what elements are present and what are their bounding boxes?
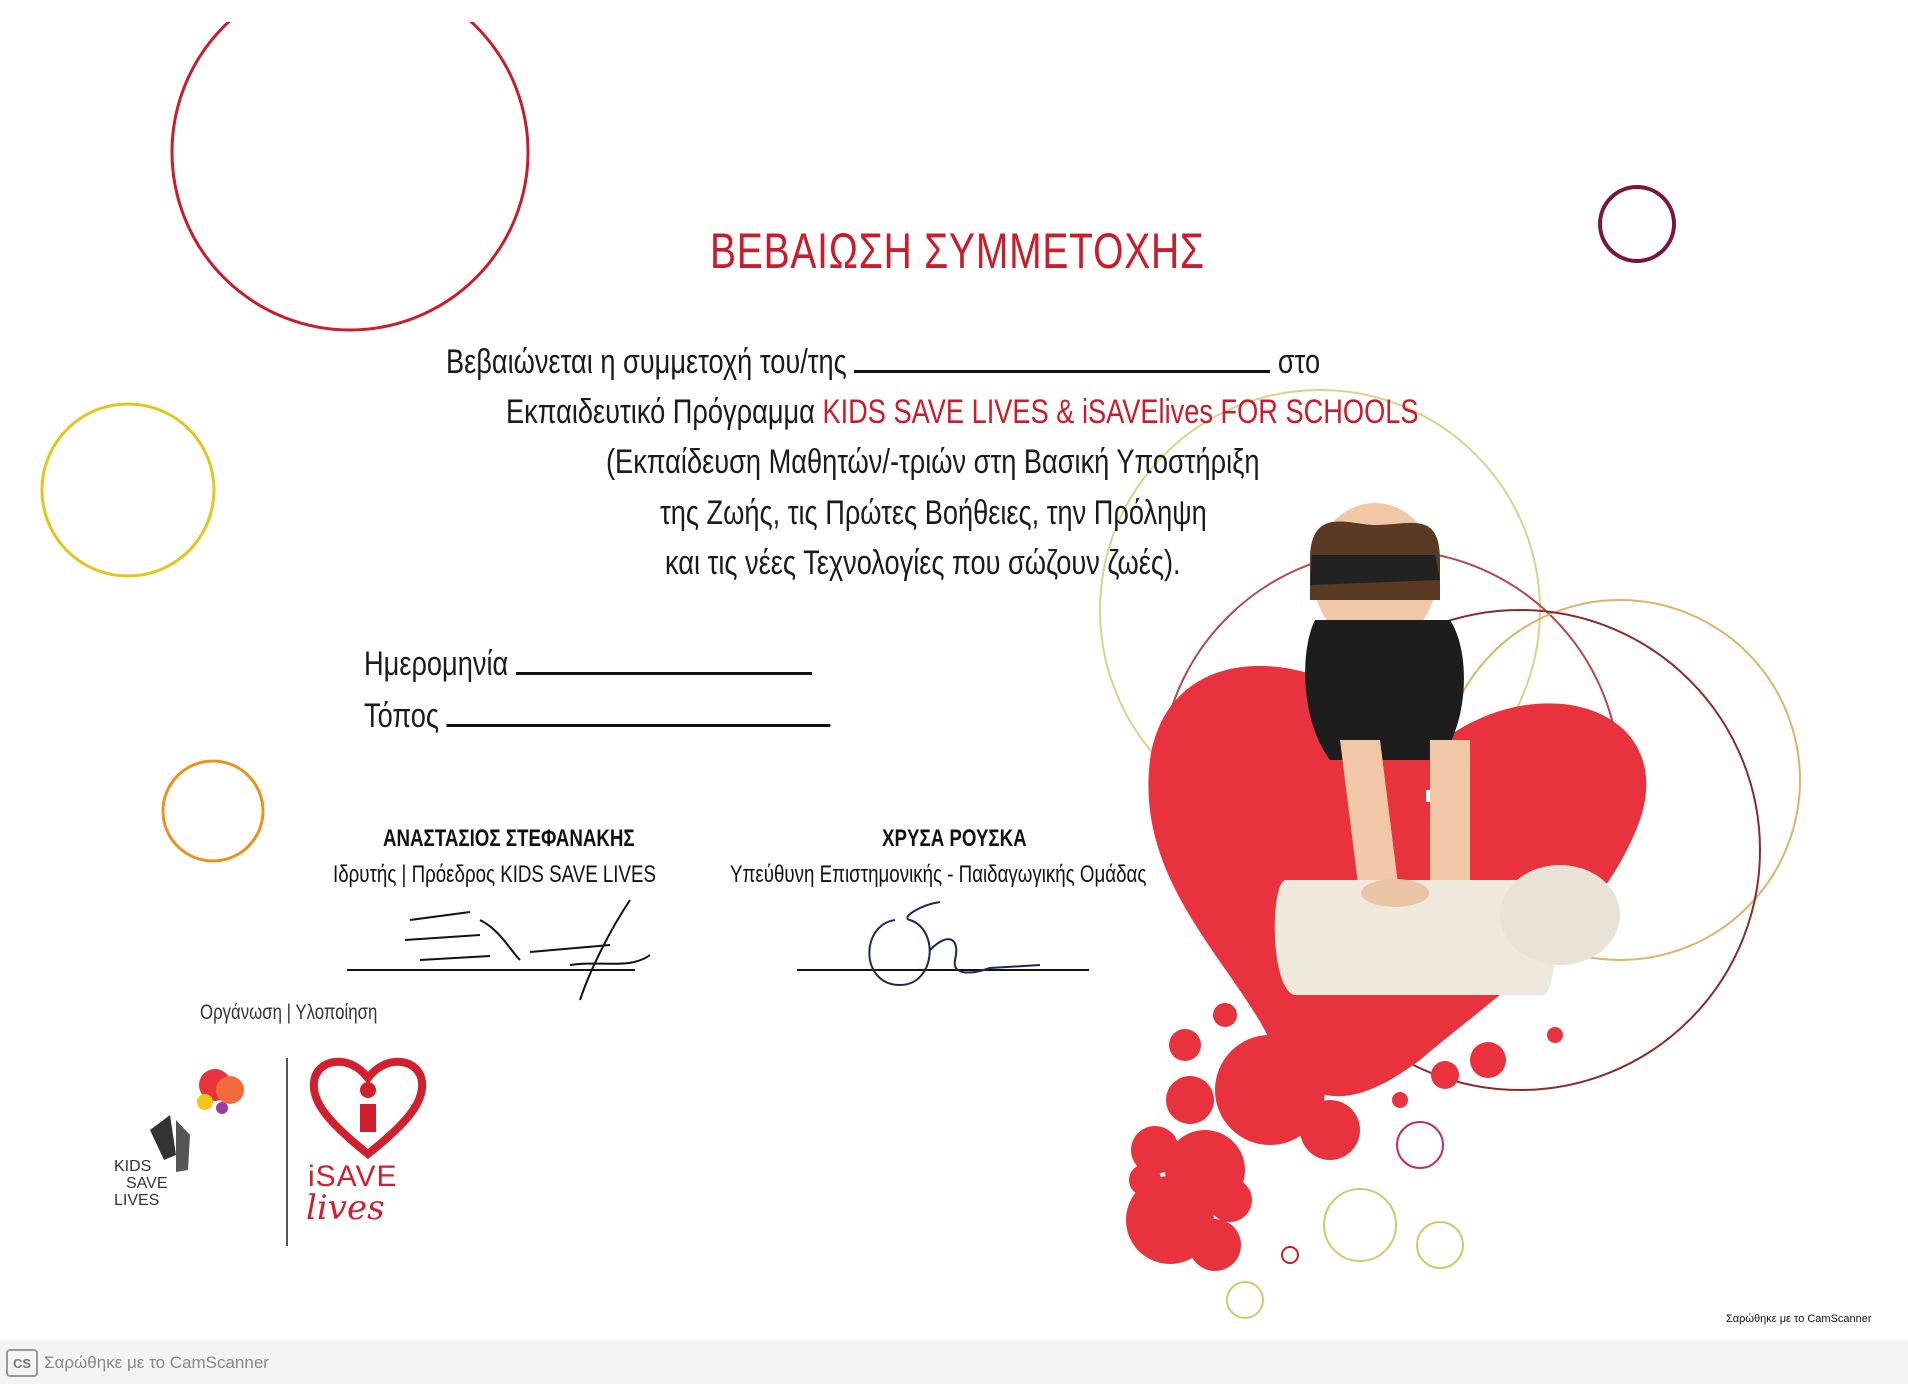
orange-ring [163, 761, 263, 861]
place-field[interactable] [447, 724, 831, 727]
description-line-1: (Εκπαίδευση Μαθητών/-τριών στη Βασική Υποστήριξη [606, 443, 1260, 481]
description-line-2: της Ζωής, τις Πρώτες Βοήθειες, την Πρόληψη [660, 494, 1207, 532]
participant-line [446, 343, 1320, 382]
signatory-1-role: Ιδρυτής | Πρόεδρος KIDS SAVE LIVES [333, 861, 656, 888]
certificate-title: ΒΕΒΑΙΩΣΗ ΣΥΜΜΕΤΟΧΗΣ [710, 223, 1205, 279]
kids-save-lives-logo [110, 1060, 270, 1240]
camscanner-footer [6, 1349, 269, 1377]
isave-word: iSAVE [308, 1160, 398, 1193]
heart-person-icon [308, 1050, 428, 1162]
program-name: KIDS SAVE LIVES & iSAVElives FOR SCHOOLS [822, 393, 1419, 431]
signatory-2-name: ΧΡΥΣΑ ΡΟΥΣΚΑ [882, 825, 1027, 852]
camscanner-icon: CS [6, 1349, 38, 1377]
camscanner-text: Σαρώθηκε με το CamScanner [44, 1353, 269, 1372]
date-row [364, 645, 812, 684]
small-plum-ring [1600, 187, 1674, 261]
signatory-2-role: Υπεύθυνη Επιστημονικής - Παιδαγωγικής Ομάδας [730, 861, 1147, 888]
date-field[interactable] [516, 672, 812, 675]
yellow-ring [42, 404, 214, 576]
isave-lives-logo [304, 1048, 444, 1238]
large-red-ring [172, 0, 528, 330]
program-line [506, 393, 1419, 432]
program-prefix: Εκπαιδευτικό Πρόγραμμα [506, 393, 815, 431]
place-row [364, 697, 831, 736]
place-label: Τόπος [364, 697, 439, 735]
ksl-word-1: KIDS [114, 1158, 152, 1175]
lives-word: lives [306, 1188, 385, 1228]
participation-suffix: στο [1277, 343, 1321, 381]
logo-divider [286, 1058, 288, 1246]
signature-2-image [840, 890, 1060, 990]
description-line-3: και τις νέες Τεχνολογίες που σώζουν ζωές). [665, 544, 1181, 582]
ksl-word-2: SAVE [126, 1175, 168, 1192]
signatory-1-name: ΑΝΑΣΤΑΣΙΟΣ ΣΤΕΦΑΝΑΚΗΣ [383, 825, 635, 852]
ksl-word-3: LIVES [114, 1192, 160, 1209]
signature-1-image [350, 890, 670, 1010]
participant-name-field[interactable] [854, 370, 1270, 373]
scanner-stamp: Σαρώθηκε με το CamScanner [1726, 1313, 1872, 1325]
organization-label: Οργάνωση | Υλοποίηση [200, 1001, 378, 1024]
participation-intro: Βεβαιώνεται η συμμετοχή του/της [446, 343, 847, 381]
date-label: Ημερομηνία [364, 645, 509, 683]
